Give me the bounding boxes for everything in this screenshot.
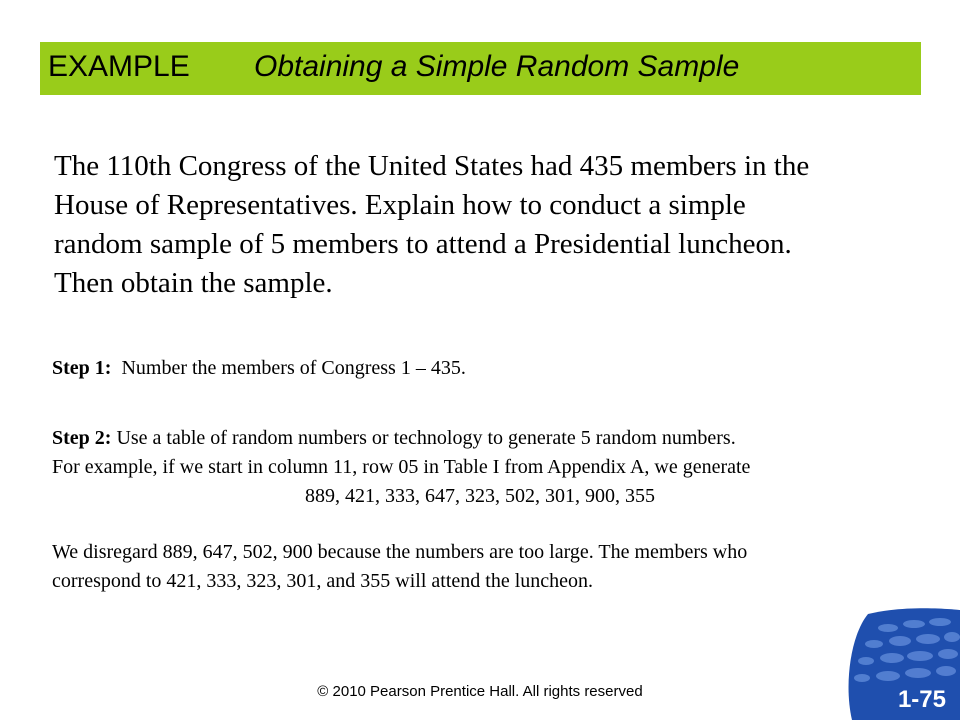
step-1-text: Number the members of Congress 1 – 435. <box>111 357 466 379</box>
problem-line: random sample of 5 members to attend a Presidential luncheon. <box>54 228 792 260</box>
step-2-label: Step 2: <box>52 427 112 449</box>
step-1 <box>52 354 466 383</box>
step-1-label: Step 1: <box>52 357 112 379</box>
problem-line: House of Representatives. Explain how to conduct a simple <box>54 189 746 221</box>
step-2 <box>52 424 736 453</box>
slide-number: 1-75 <box>897 686 946 713</box>
random-numbers: 889, 421, 333, 647, 323, 502, 301, 900, 355 <box>305 485 655 507</box>
conclusion-line: We disregard 889, 647, 502, 900 because the numbers are too large. The members who <box>52 541 748 563</box>
header-banner <box>40 42 921 95</box>
problem-statement <box>54 147 904 303</box>
step-2-text: Use a table of random numbers or technology to generate 5 random numbers. <box>111 427 736 449</box>
example-label: EXAMPLE <box>48 50 190 83</box>
conclusion-line: correspond to 421, 333, 323, 301, and 355 will attend the luncheon. <box>52 570 594 592</box>
problem-line: Then obtain the sample. <box>54 267 333 299</box>
example-title: Obtaining a Simple Random Sample <box>254 50 740 83</box>
step-2-continued: For example, if we start in column 11, row 05 in Table I from Appendix A, we generate <box>52 456 751 478</box>
copyright-footer: © 2010 Pearson Prentice Hall. All rights reserved <box>317 683 643 700</box>
problem-line: The 110th Congress of the United States had 435 members in the <box>54 150 810 182</box>
